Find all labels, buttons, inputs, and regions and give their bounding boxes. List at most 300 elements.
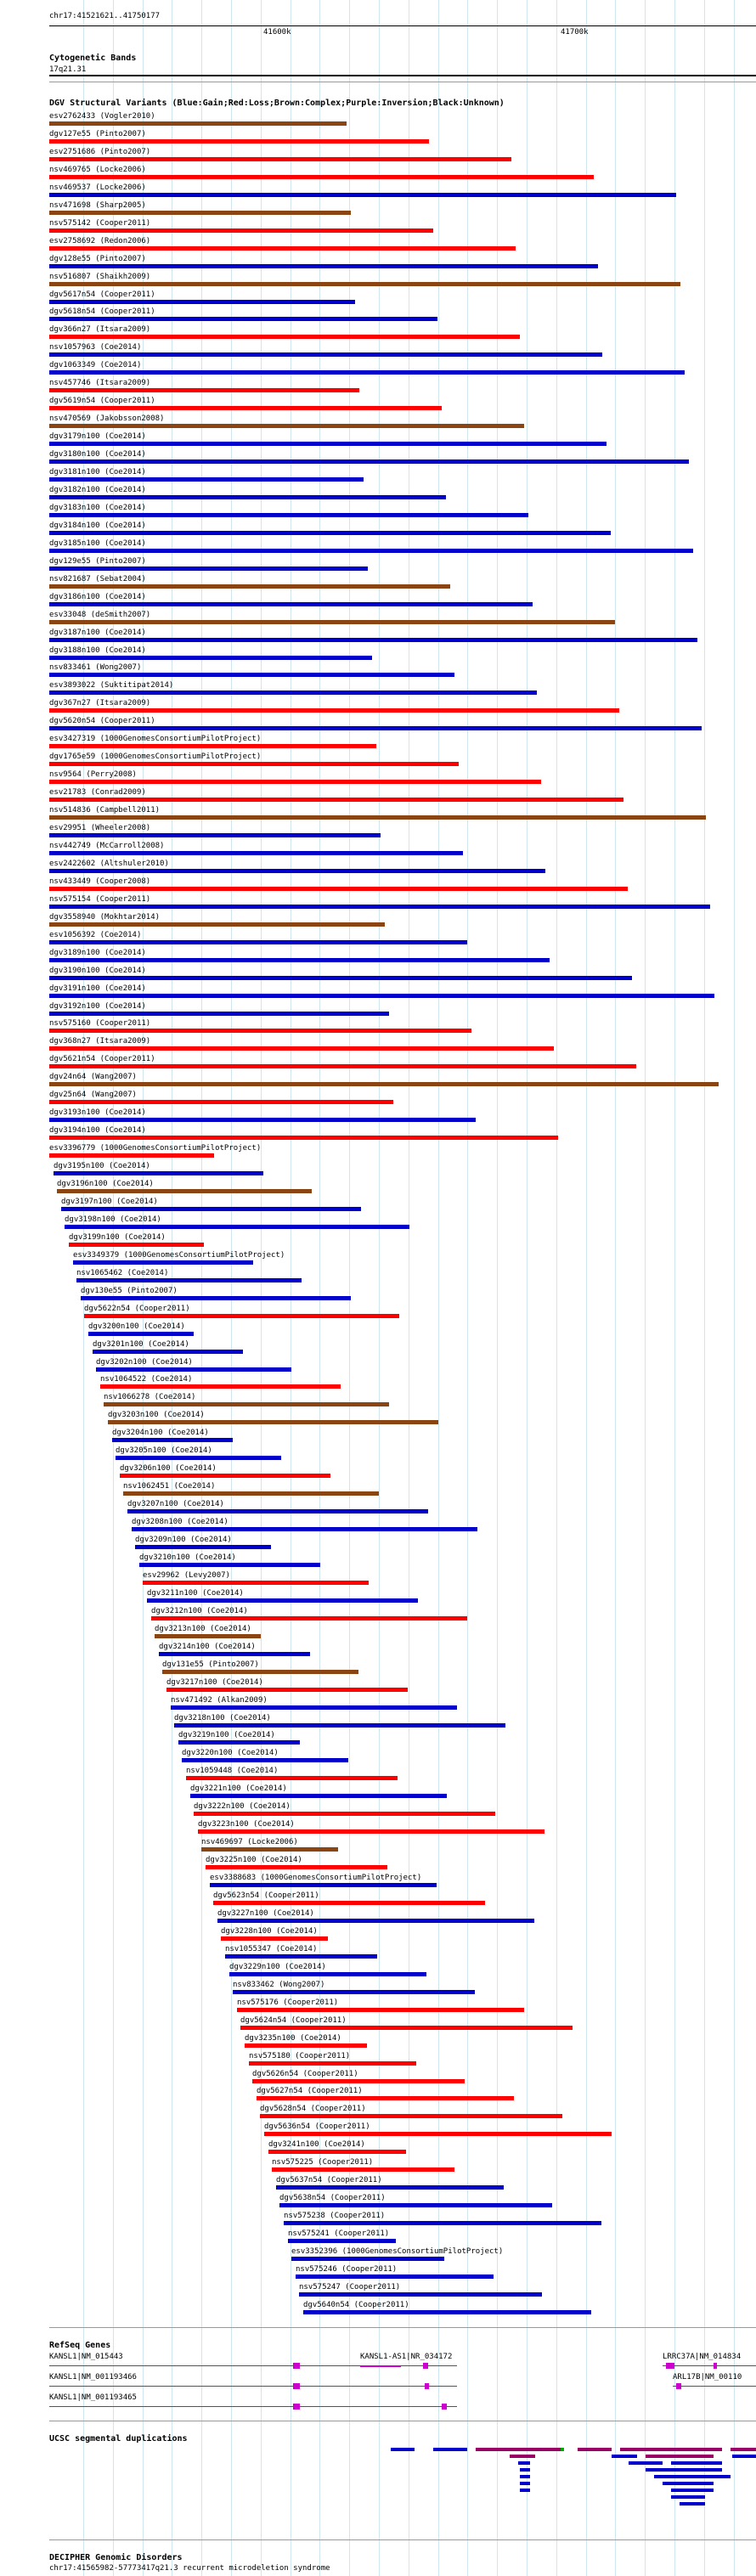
dgv-feature-bar[interactable] [135, 1545, 271, 1549]
dgv-feature-label[interactable]: nsv1065462 (Coe2014) [76, 1269, 169, 1277]
segdup-block[interactable] [520, 2468, 530, 2472]
dgv-feature-label[interactable]: dgv25n64 (Wang2007) [49, 1091, 137, 1099]
dgv-feature-label[interactable]: dgv3199n100 (Coe2014) [69, 1233, 166, 1242]
dgv-feature-bar[interactable] [268, 2150, 406, 2154]
dgv-feature-label[interactable]: dgv3220n100 (Coe2014) [182, 1749, 279, 1757]
dgv-feature-label[interactable]: nsv469537 (Locke2006) [49, 183, 146, 192]
dgv-feature-bar[interactable] [155, 1634, 261, 1638]
dgv-feature-bar[interactable] [49, 175, 594, 179]
dgv-feature-bar[interactable] [194, 1812, 495, 1816]
dgv-feature-bar[interactable] [260, 2114, 562, 2118]
gridline [645, 0, 646, 2576]
dgv-feature-bar[interactable] [49, 513, 528, 517]
dgv-feature-label[interactable]: esv3893022 (Suktitipat2014) [49, 681, 174, 690]
dgv-feature-label[interactable]: nsv575180 (Cooper2011) [249, 2052, 351, 2060]
dgv-feature-bar[interactable] [49, 477, 364, 482]
cytoband-bar[interactable] [49, 75, 756, 76]
dgv-feature-bar[interactable] [49, 549, 693, 553]
dgv-feature-bar[interactable] [288, 2239, 396, 2243]
dgv-feature-label[interactable]: dgv3184n100 (Coe2014) [49, 521, 146, 530]
gene-label[interactable]: LRRC37A|NM_014834 [663, 2353, 742, 2361]
dgv-feature-label[interactable]: nsv1066278 (Coe2014) [104, 1393, 196, 1401]
dgv-feature-label[interactable]: nsv457746 (Itsara2009) [49, 379, 151, 387]
dgv-feature-bar[interactable] [49, 673, 454, 677]
dgv-feature-label[interactable]: esv2758692 (Redon2006) [49, 237, 151, 245]
dgv-feature-bar[interactable] [49, 958, 550, 962]
dgv-feature-bar[interactable] [49, 798, 623, 802]
dgv-feature-bar[interactable] [206, 1865, 387, 1869]
dgv-feature-label[interactable]: dgv3221n100 (Coe2014) [190, 1784, 287, 1793]
dgv-feature-bar[interactable] [49, 869, 545, 873]
dgv-feature-label[interactable]: dgv3218n100 (Coe2014) [174, 1714, 271, 1722]
dgv-feature-label[interactable]: nsv575238 (Cooper2011) [284, 2212, 386, 2220]
dgv-feature-bar[interactable] [49, 1136, 558, 1140]
gene-model[interactable] [49, 2406, 457, 2407]
dgv-feature-bar[interactable] [49, 139, 429, 144]
dgv-feature-bar[interactable] [49, 762, 459, 766]
dgv-feature-label[interactable]: dgv3181n100 (Coe2014) [49, 468, 146, 476]
dgv-feature-bar[interactable] [69, 1243, 204, 1247]
segdup-block[interactable] [620, 2448, 722, 2451]
dgv-feature-label[interactable]: dgv3188n100 (Coe2014) [49, 646, 146, 655]
dgv-feature-label[interactable]: dgv368n27 (Itsara2009) [49, 1037, 151, 1046]
dgv-feature-bar[interactable] [49, 352, 602, 357]
dgv-feature-label[interactable]: esv3427319 (1000GenomesConsortiumPilotProject) [49, 735, 262, 743]
dgv-feature-bar[interactable] [182, 1758, 348, 1762]
dgv-feature-bar[interactable] [143, 1581, 369, 1585]
dgv-feature-bar[interactable] [57, 1189, 312, 1193]
dgv-feature-bar[interactable] [225, 1954, 377, 1959]
dgv-feature-bar[interactable] [49, 708, 619, 713]
gene-model[interactable] [49, 2386, 457, 2387]
segdup-block[interactable] [646, 2468, 722, 2472]
dgv-feature-label[interactable]: dgv5617n54 (Cooper2011) [49, 290, 155, 299]
track-title-cytogenetic[interactable]: Cytogenetic Bands [49, 54, 137, 63]
dgv-feature-label[interactable]: dgv129e55 (Pinto2007) [49, 557, 146, 566]
dgv-feature-label[interactable]: dgv5624n54 (Cooper2011) [240, 2016, 347, 2025]
dgv-feature-label[interactable]: esv3388683 (1000GenomesConsortiumPilotProject) [210, 1874, 422, 1882]
dgv-feature-bar[interactable] [159, 1652, 310, 1656]
dgv-feature-label[interactable]: esv21783 (Conrad2009) [49, 788, 146, 797]
segdup-block[interactable] [629, 2461, 663, 2465]
dgv-feature-bar[interactable] [217, 1919, 534, 1923]
dgv-feature-bar[interactable] [49, 815, 706, 820]
dgv-feature-bar[interactable] [245, 2043, 367, 2048]
dgv-feature-label[interactable]: dgv3190n100 (Coe2014) [49, 967, 146, 975]
dgv-feature-bar[interactable] [174, 1723, 505, 1728]
dgv-feature-label[interactable]: dgv3217n100 (Coe2014) [166, 1678, 263, 1687]
dgv-feature-bar[interactable] [49, 584, 450, 589]
dgv-feature-bar[interactable] [299, 2292, 542, 2297]
dgv-feature-label[interactable]: dgv3192n100 (Coe2014) [49, 1002, 146, 1011]
dgv-feature-bar[interactable] [49, 442, 606, 446]
dgv-feature-label[interactable]: dgv5626n54 (Cooper2011) [252, 2070, 358, 2078]
dgv-feature-bar[interactable] [49, 531, 611, 535]
gene-model[interactable] [360, 2366, 401, 2367]
dgv-feature-bar[interactable] [49, 905, 710, 909]
dgv-feature-label[interactable]: dgv130e55 (Pinto2007) [81, 1287, 178, 1295]
dgv-feature-label[interactable]: dgv3197n100 (Coe2014) [61, 1198, 158, 1206]
dgv-feature-label[interactable]: dgv3212n100 (Coe2014) [151, 1607, 248, 1615]
gene-model[interactable] [663, 2365, 756, 2366]
segdup-block[interactable] [612, 2455, 637, 2458]
dgv-feature-bar[interactable] [264, 2132, 612, 2136]
dgv-feature-label[interactable]: dgv3196n100 (Coe2014) [57, 1180, 154, 1188]
dgv-feature-bar[interactable] [49, 335, 520, 339]
segdup-block[interactable] [561, 2448, 564, 2451]
dgv-feature-bar[interactable] [221, 1936, 328, 1941]
dgv-feature-bar[interactable] [272, 2167, 454, 2172]
dgv-feature-bar[interactable] [210, 1883, 437, 1887]
dgv-feature-bar[interactable] [49, 691, 537, 695]
dgv-feature-label[interactable]: dgv5621n54 (Cooper2011) [49, 1055, 155, 1063]
segdup-block[interactable] [646, 2455, 714, 2458]
track-title-decipher[interactable]: DECIPHER Genomic Disorders [49, 2553, 183, 2562]
dgv-feature-label[interactable]: dgv3179n100 (Coe2014) [49, 432, 146, 441]
segdup-block[interactable] [391, 2448, 415, 2451]
dgv-feature-bar[interactable] [49, 317, 437, 321]
dgv-feature-label[interactable]: nsv9564 (Perry2008) [49, 770, 137, 779]
dgv-feature-label[interactable]: nsv516807 (Shaikh2009) [49, 273, 151, 281]
dgv-feature-label[interactable]: nsv575247 (Cooper2011) [299, 2283, 401, 2291]
dgv-feature-bar[interactable] [127, 1509, 428, 1513]
dgv-feature-label[interactable]: esv2751686 (Pinto2007) [49, 148, 151, 156]
dgv-feature-label[interactable]: dgv3195n100 (Coe2014) [54, 1162, 150, 1170]
dgv-feature-bar[interactable] [190, 1794, 447, 1798]
dgv-feature-bar[interactable] [49, 157, 511, 161]
dgv-feature-label[interactable]: dgv3189n100 (Coe2014) [49, 949, 146, 957]
dgv-feature-bar[interactable] [49, 1118, 476, 1122]
dgv-feature-bar[interactable] [49, 424, 524, 428]
dgv-feature-label[interactable]: dgv3219n100 (Coe2014) [178, 1731, 275, 1739]
dgv-feature-bar[interactable] [49, 1100, 393, 1104]
dgv-feature-label[interactable]: dgv127e55 (Pinto2007) [49, 130, 146, 138]
dgv-feature-label[interactable]: dgv3205n100 (Coe2014) [116, 1446, 212, 1455]
dgv-feature-label[interactable]: dgv3222n100 (Coe2014) [194, 1802, 291, 1811]
dgv-feature-bar[interactable] [49, 370, 685, 375]
segdup-block[interactable] [520, 2475, 530, 2478]
dgv-feature-label[interactable]: dgv3186n100 (Coe2014) [49, 593, 146, 601]
dgv-feature-label[interactable]: dgv131e55 (Pinto2007) [162, 1660, 259, 1669]
gene-label[interactable]: KANSL1-AS1|NR_034172 [360, 2353, 453, 2361]
dgv-feature-bar[interactable] [49, 1029, 471, 1033]
dgv-feature-label[interactable]: dgv5619n54 (Cooper2011) [49, 397, 155, 405]
dgv-feature-label[interactable]: dgv3191n100 (Coe2014) [49, 984, 146, 993]
dgv-feature-label[interactable]: dgv3229n100 (Coe2014) [229, 1963, 326, 1971]
gene-model[interactable] [673, 2386, 756, 2387]
dgv-feature-label[interactable]: dgv3194n100 (Coe2014) [49, 1126, 146, 1135]
dgv-feature-bar[interactable] [61, 1207, 361, 1211]
dgv-feature-bar[interactable] [49, 851, 463, 855]
dgv-feature-bar[interactable] [284, 2221, 601, 2225]
dgv-feature-label[interactable]: dgv366n27 (Itsara2009) [49, 325, 151, 334]
dgv-feature-bar[interactable] [303, 2310, 591, 2314]
dgv-feature-label[interactable]: nsv1055347 (Coe2014) [225, 1945, 318, 1953]
dgv-feature-bar[interactable] [49, 193, 676, 197]
dgv-feature-bar[interactable] [104, 1402, 389, 1406]
dgv-feature-label[interactable]: nsv575176 (Cooper2011) [237, 1998, 339, 2007]
dgv-feature-label[interactable]: dgv3225n100 (Coe2014) [206, 1856, 302, 1864]
dgv-feature-bar[interactable] [49, 459, 689, 464]
segdup-block[interactable] [663, 2482, 714, 2485]
dgv-feature-label[interactable]: dgv3200n100 (Coe2014) [88, 1322, 185, 1331]
dgv-feature-label[interactable]: dgv5637n54 (Cooper2011) [276, 2176, 382, 2184]
dgv-feature-bar[interactable] [49, 620, 615, 624]
gridline [231, 0, 232, 2576]
dgv-feature-bar[interactable] [49, 976, 632, 980]
dgv-feature-bar[interactable] [49, 922, 385, 927]
dgv-feature-bar[interactable] [49, 121, 347, 126]
segdup-block[interactable] [578, 2448, 612, 2451]
dgv-feature-label[interactable]: nsv1057963 (Coe2014) [49, 343, 142, 352]
dgv-feature-bar[interactable] [279, 2203, 552, 2207]
dgv-feature-label[interactable]: nsv514836 (Campbell2011) [49, 806, 161, 815]
dgv-feature-label[interactable]: dgv3214n100 (Coe2014) [159, 1643, 256, 1651]
segdup-block[interactable] [731, 2448, 756, 2451]
dgv-feature-bar[interactable] [49, 1153, 214, 1158]
dgv-feature-label[interactable]: dgv3211n100 (Coe2014) [147, 1589, 244, 1598]
dgv-feature-bar[interactable] [139, 1563, 320, 1567]
dgv-feature-bar[interactable] [81, 1296, 351, 1300]
dgv-feature-bar[interactable] [123, 1491, 379, 1496]
dgv-feature-label[interactable]: nsv821687 (Sebat2004) [49, 575, 146, 583]
dgv-feature-bar[interactable] [49, 1046, 554, 1051]
dgv-feature-label[interactable]: dgv3241n100 (Coe2014) [268, 2140, 365, 2149]
segdup-block[interactable] [476, 2448, 561, 2451]
dgv-feature-bar[interactable] [54, 1171, 263, 1175]
dgv-feature-bar[interactable] [49, 833, 381, 837]
segdup-block[interactable] [680, 2502, 705, 2506]
dgv-feature-bar[interactable] [49, 638, 697, 642]
dgv-feature-label[interactable]: dgv367n27 (Itsara2009) [49, 699, 151, 707]
dgv-feature-label[interactable]: dgv5623n54 (Cooper2011) [213, 1891, 319, 1900]
dgv-feature-bar[interactable] [201, 1847, 338, 1852]
dgv-feature-label[interactable]: dgv1765e59 (1000GenomesConsortiumPilotProject) [49, 753, 262, 761]
dgv-feature-bar[interactable] [49, 656, 372, 660]
dgv-feature-bar[interactable] [162, 1670, 358, 1674]
dgv-feature-bar[interactable] [49, 282, 680, 286]
dgv-feature-label[interactable]: nsv575225 (Cooper2011) [272, 2158, 374, 2167]
gene-exon [676, 2383, 681, 2389]
dgv-feature-bar[interactable] [291, 2257, 444, 2261]
dgv-feature-bar[interactable] [49, 388, 359, 392]
dgv-feature-bar[interactable] [49, 495, 446, 499]
dgv-feature-label[interactable]: dgv3208n100 (Coe2014) [132, 1518, 228, 1526]
dgv-feature-label[interactable]: dgv3201n100 (Coe2014) [93, 1340, 189, 1349]
dgv-feature-bar[interactable] [49, 246, 516, 251]
dgv-feature-bar[interactable] [49, 566, 368, 571]
gene-label[interactable]: KANSL1|NM_001193465 [49, 2393, 137, 2402]
dgv-feature-bar[interactable] [49, 211, 351, 215]
track-title-refseq[interactable]: RefSeq Genes [49, 2341, 111, 2350]
dgv-feature-bar[interactable] [147, 1598, 418, 1603]
segdup-block[interactable] [520, 2489, 530, 2492]
dgv-feature-label[interactable]: nsv575142 (Cooper2011) [49, 219, 151, 228]
dgv-feature-bar[interactable] [49, 780, 541, 784]
dgv-feature-bar[interactable] [93, 1350, 243, 1354]
track-divider [49, 2327, 756, 2328]
dgv-feature-bar[interactable] [49, 602, 533, 606]
track-title-dgv[interactable]: DGV Structural Variants (Blue:Gain;Red:Loss;Brown:Complex;Purple:Inversion;Black:Unknown) [49, 99, 505, 108]
dgv-feature-label[interactable]: nsv575154 (Cooper2011) [49, 895, 151, 904]
dgv-feature-label[interactable]: dgv3202n100 (Coe2014) [96, 1358, 193, 1367]
dgv-feature-label[interactable]: nsv575160 (Cooper2011) [49, 1019, 151, 1028]
gene-exon [425, 2383, 429, 2389]
dgv-feature-label[interactable]: dgv128e55 (Pinto2007) [49, 255, 146, 263]
dgv-feature-label[interactable]: nsv1064522 (Coe2014) [100, 1375, 193, 1384]
dgv-feature-label[interactable]: nsv469697 (Locke2006) [201, 1838, 298, 1846]
ruler-axis [49, 25, 756, 26]
dgv-feature-label[interactable]: dgv3204n100 (Coe2014) [112, 1429, 209, 1437]
dgv-feature-label[interactable]: nsv471492 (Alkan2009) [171, 1696, 268, 1705]
dgv-feature-label[interactable]: esv33048 (deSmith2007) [49, 611, 151, 619]
dgv-feature-bar[interactable] [171, 1705, 457, 1710]
dgv-feature-label[interactable]: dgv5628n54 (Cooper2011) [260, 2105, 366, 2113]
dgv-feature-label[interactable]: nsv433449 (Cooper2008) [49, 877, 151, 886]
dgv-feature-bar[interactable] [73, 1260, 253, 1265]
dgv-feature-label[interactable]: esv29951 (Wheeler2008) [49, 824, 151, 832]
dgv-feature-label[interactable]: nsv1062451 (Coe2014) [123, 1482, 216, 1491]
dgv-feature-bar[interactable] [198, 1829, 544, 1834]
dgv-feature-bar[interactable] [49, 994, 714, 998]
dgv-feature-bar[interactable] [112, 1438, 233, 1442]
dgv-feature-label[interactable]: dgv1063349 (Coe2014) [49, 361, 142, 369]
dgv-feature-bar[interactable] [186, 1776, 398, 1780]
dgv-feature-label[interactable]: dgv3185n100 (Coe2014) [49, 539, 146, 548]
segdup-block[interactable] [654, 2475, 731, 2478]
dgv-feature-label[interactable]: dgv3209n100 (Coe2014) [135, 1536, 232, 1544]
dgv-feature-label[interactable]: dgv3227n100 (Coe2014) [217, 1909, 314, 1918]
dgv-feature-bar[interactable] [49, 726, 702, 730]
gridline [556, 0, 557, 2576]
dgv-feature-bar[interactable] [49, 1082, 719, 1086]
dgv-feature-label[interactable]: dgv3235n100 (Coe2014) [245, 2034, 341, 2043]
dgv-feature-label[interactable]: esv2422602 (Altshuler2010) [49, 860, 169, 868]
dgv-feature-label[interactable]: dgv3203n100 (Coe2014) [108, 1411, 205, 1419]
dgv-feature-label[interactable]: nsv833462 (Wong2007) [233, 1981, 325, 1989]
dgv-feature-bar[interactable] [166, 1688, 408, 1692]
segdup-block[interactable] [671, 2461, 722, 2465]
dgv-feature-label[interactable]: dgv5618n54 (Cooper2011) [49, 307, 155, 316]
dgv-feature-bar[interactable] [88, 1332, 194, 1336]
decipher-feature-label[interactable]: chr17:41565982-57773417q21.3 recurrent microdeletion syndrome [49, 2564, 330, 2573]
dgv-feature-label[interactable]: dgv3193n100 (Coe2014) [49, 1108, 146, 1117]
dgv-feature-label[interactable]: dgv3207n100 (Coe2014) [127, 1500, 224, 1508]
dgv-feature-bar[interactable] [49, 744, 376, 748]
dgv-feature-label[interactable]: dgv3210n100 (Coe2014) [139, 1553, 236, 1562]
dgv-feature-label[interactable]: dgv3183n100 (Coe2014) [49, 504, 146, 512]
dgv-feature-label[interactable]: nsv575246 (Cooper2011) [296, 2265, 398, 2274]
segdup-block[interactable] [510, 2455, 535, 2458]
dgv-feature-bar[interactable] [76, 1278, 302, 1282]
dgv-feature-bar[interactable] [116, 1456, 281, 1460]
dgv-feature-label[interactable]: nsv469765 (Locke2006) [49, 166, 146, 174]
segdup-block[interactable] [518, 2461, 530, 2465]
dgv-feature-bar[interactable] [252, 2079, 465, 2083]
gene-label[interactable]: KANSL1|NM_001193466 [49, 2373, 137, 2382]
dgv-feature-label[interactable]: dgv5622n54 (Cooper2011) [84, 1305, 190, 1313]
dgv-feature-bar[interactable] [49, 228, 433, 233]
dgv-feature-bar[interactable] [49, 940, 467, 944]
dgv-feature-bar[interactable] [84, 1314, 399, 1318]
track-title-segdup[interactable]: UCSC segmental duplications [49, 2434, 188, 2444]
segdup-block[interactable] [732, 2455, 756, 2458]
dgv-feature-label[interactable]: dgv3182n100 (Coe2014) [49, 486, 146, 494]
dgv-feature-bar[interactable] [49, 264, 598, 268]
dgv-feature-label[interactable]: esv3352396 (1000GenomesConsortiumPilotProject) [291, 2247, 504, 2256]
dgv-feature-label[interactable]: nsv471698 (Sharp2005) [49, 201, 146, 210]
dgv-feature-label[interactable]: nsv470569 (Jakobsson2008) [49, 414, 165, 423]
gene-exon [293, 2363, 300, 2369]
dgv-feature-bar[interactable] [65, 1225, 409, 1229]
dgv-feature-bar[interactable] [257, 2096, 514, 2100]
dgv-feature-bar[interactable] [49, 1064, 636, 1068]
dgv-feature-label[interactable]: dgv3187n100 (Coe2014) [49, 628, 146, 637]
dgv-feature-label[interactable]: esv3349379 (1000GenomesConsortiumPilotProject) [73, 1251, 285, 1260]
gene-label[interactable]: KANSL1|NM_015443 [49, 2353, 123, 2361]
dgv-feature-label[interactable]: dgv5627n54 (Cooper2011) [257, 2087, 363, 2095]
segdup-block[interactable] [520, 2482, 530, 2485]
dgv-feature-label[interactable]: nsv833461 (Wong2007) [49, 663, 142, 672]
dgv-feature-label[interactable]: dgv3180n100 (Coe2014) [49, 450, 146, 459]
dgv-feature-bar[interactable] [233, 1990, 475, 1994]
dgv-feature-bar[interactable] [240, 2026, 573, 2030]
dgv-feature-label[interactable]: dgv5640n54 (Cooper2011) [303, 2301, 409, 2309]
dgv-feature-label[interactable]: dgv5620n54 (Cooper2011) [49, 717, 155, 725]
dgv-feature-label[interactable]: dgv3206n100 (Coe2014) [120, 1464, 217, 1473]
dgv-feature-bar[interactable] [213, 1901, 485, 1905]
dgv-feature-label[interactable]: dgv24n64 (Wang2007) [49, 1073, 137, 1081]
segdup-block[interactable] [433, 2448, 467, 2451]
dgv-feature-bar[interactable] [100, 1384, 341, 1389]
dgv-feature-label[interactable]: dgv3213n100 (Coe2014) [155, 1625, 251, 1633]
dgv-feature-bar[interactable] [249, 2061, 416, 2066]
dgv-feature-bar[interactable] [237, 2008, 524, 2012]
dgv-feature-bar[interactable] [108, 1420, 438, 1424]
dgv-feature-label[interactable]: esv3396779 (1000GenomesConsortiumPilotProject) [49, 1144, 262, 1153]
dgv-feature-bar[interactable] [49, 887, 628, 891]
dgv-feature-label[interactable]: esv29962 (Levy2007) [143, 1571, 230, 1580]
dgv-feature-label[interactable]: dgv5636n54 (Cooper2011) [264, 2122, 370, 2131]
dgv-feature-bar[interactable] [49, 300, 355, 304]
dgv-feature-bar[interactable] [178, 1740, 300, 1745]
dgv-feature-label[interactable]: nsv575241 (Cooper2011) [288, 2229, 390, 2238]
cytoband-label[interactable]: 17q21.31 [49, 65, 87, 74]
dgv-feature-bar[interactable] [151, 1616, 467, 1621]
dgv-feature-label[interactable]: esv1056392 (Coe2014) [49, 931, 142, 939]
dgv-feature-bar[interactable] [96, 1367, 291, 1372]
dgv-feature-bar[interactable] [229, 1972, 426, 1976]
dgv-feature-label[interactable]: nsv1059448 (Coe2014) [186, 1767, 279, 1775]
dgv-feature-label[interactable]: dgv3223n100 (Coe2014) [198, 1820, 295, 1829]
gene-label[interactable]: ARL17B|NM_00110 [673, 2373, 742, 2382]
segdup-block[interactable] [671, 2495, 705, 2499]
dgv-feature-bar[interactable] [49, 1012, 389, 1016]
dgv-feature-bar[interactable] [276, 2185, 504, 2190]
dgv-feature-bar[interactable] [132, 1527, 477, 1531]
dgv-feature-label[interactable]: dgv5638n54 (Cooper2011) [279, 2194, 386, 2202]
segdup-block[interactable] [671, 2489, 714, 2492]
dgv-feature-bar[interactable] [296, 2274, 494, 2279]
dgv-feature-label[interactable]: dgv3228n100 (Coe2014) [221, 1927, 318, 1936]
dgv-feature-label[interactable]: dgv3558940 (Mokhtar2014) [49, 913, 161, 922]
dgv-feature-bar[interactable] [49, 406, 442, 410]
gene-exon [293, 2404, 300, 2410]
dgv-feature-label[interactable]: dgv3198n100 (Coe2014) [65, 1215, 161, 1224]
dgv-feature-bar[interactable] [120, 1474, 330, 1478]
dgv-feature-label[interactable]: nsv442749 (McCarroll2008) [49, 842, 165, 850]
dgv-feature-label[interactable]: esv2762433 (Vogler2010) [49, 112, 155, 121]
